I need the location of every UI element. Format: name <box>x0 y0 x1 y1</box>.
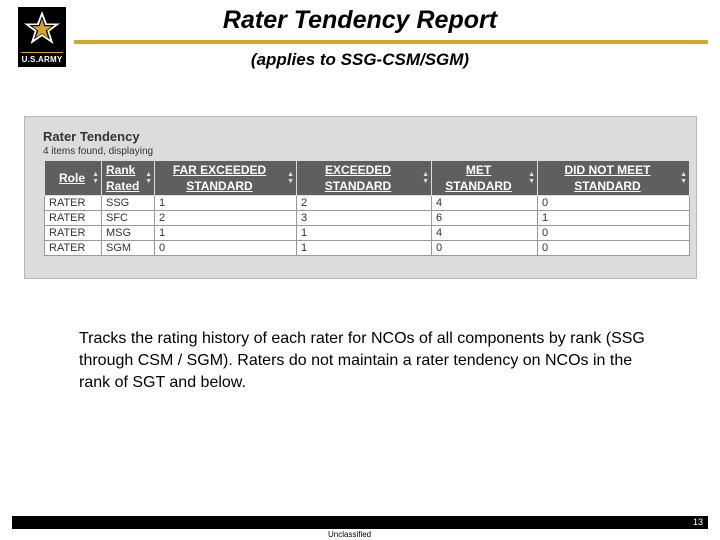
page-title: Rater Tendency Report <box>222 6 498 34</box>
classification-label: Unclassified <box>328 530 372 539</box>
cell-did-not-meet: 0 <box>538 226 690 241</box>
sort-arrows-icon[interactable]: ▲ ▼ <box>287 171 294 185</box>
column-header-rank-rated[interactable] <box>102 161 155 196</box>
cell-rank: MSG <box>102 226 155 241</box>
sort-arrows-icon[interactable]: ▲ ▼ <box>145 171 152 185</box>
sort-arrows-icon[interactable]: ▲ ▼ <box>528 171 535 185</box>
table-row <box>45 241 690 256</box>
cell-far-exceeded: 2 <box>155 211 297 226</box>
cell-role: RATER <box>45 226 102 241</box>
sort-arrows-icon[interactable]: ▲ ▼ <box>92 171 99 185</box>
column-header-label: MET <box>465 163 492 177</box>
column-header-label: STANDARD <box>186 179 253 193</box>
cell-role: RATER <box>45 211 102 226</box>
rater-tendency-table <box>44 160 690 256</box>
column-header-label: STANDARD <box>445 179 512 193</box>
column-header-far-exceeded[interactable] <box>155 161 297 196</box>
cell-far-exceeded: 1 <box>155 226 297 241</box>
us-army-logo <box>18 7 66 67</box>
footer-bar <box>12 516 708 529</box>
cell-exceeded: 1 <box>297 226 432 241</box>
description-text: Tracks the rating history of each rater for NCOs of all components by rank (SSG through CSM / SGM). Raters do not maintain a rater tendency on NCOs in the rank of SGT and below. <box>79 330 645 391</box>
army-star-icon <box>20 7 64 51</box>
cell-rank: SFC <box>102 211 155 226</box>
cell-met: 6 <box>432 211 538 226</box>
cell-did-not-meet: 0 <box>538 196 690 211</box>
items-found-text: 4 items found, displaying <box>43 146 154 157</box>
table-header-row <box>45 161 690 196</box>
column-header-label: Rank <box>106 163 136 177</box>
title-underline <box>74 40 708 44</box>
cell-exceeded: 3 <box>297 211 432 226</box>
cell-met: 0 <box>432 241 538 256</box>
column-header-label: STANDARD <box>324 179 392 193</box>
logo-wordmark: U.S.ARMY <box>21 55 63 64</box>
sort-arrows-icon[interactable]: ▲ ▼ <box>422 171 429 185</box>
cell-role: RATER <box>45 196 102 211</box>
cell-rank: SSG <box>102 196 155 211</box>
logo-divider <box>21 52 63 53</box>
sort-arrows-icon[interactable]: ▲ ▼ <box>680 171 687 185</box>
column-header-label: Rated <box>106 179 140 193</box>
column-header-met[interactable] <box>432 161 538 196</box>
column-header-label: DID NOT MEET <box>564 163 651 177</box>
column-header-label: FAR EXCEEDED <box>172 163 267 177</box>
cell-exceeded: 1 <box>297 241 432 256</box>
column-header-label: EXCEEDED <box>324 163 392 177</box>
cell-far-exceeded: 0 <box>155 241 297 256</box>
cell-met: 4 <box>432 196 538 211</box>
cell-rank: SGM <box>102 241 155 256</box>
column-header-role[interactable] <box>45 161 102 196</box>
cell-did-not-meet: 1 <box>538 211 690 226</box>
table-row <box>45 196 690 211</box>
cell-exceeded: 2 <box>297 196 432 211</box>
cell-did-not-meet: 0 <box>538 241 690 256</box>
cell-role: RATER <box>45 241 102 256</box>
column-header-exceeded[interactable] <box>297 161 432 196</box>
cell-met: 4 <box>432 226 538 241</box>
page-number: 13 <box>692 517 703 527</box>
page-subtitle: (applies to SSG-CSM/SGM) <box>250 50 470 69</box>
rater-tendency-screenshot <box>24 116 697 279</box>
panel-title: Rater Tendency <box>43 129 140 144</box>
column-header-label: STANDARD <box>574 179 641 193</box>
table-row <box>45 226 690 241</box>
column-header-label: Role <box>59 171 86 185</box>
table-row <box>45 211 690 226</box>
cell-far-exceeded: 1 <box>155 196 297 211</box>
column-header-did-not-meet[interactable] <box>538 161 690 196</box>
